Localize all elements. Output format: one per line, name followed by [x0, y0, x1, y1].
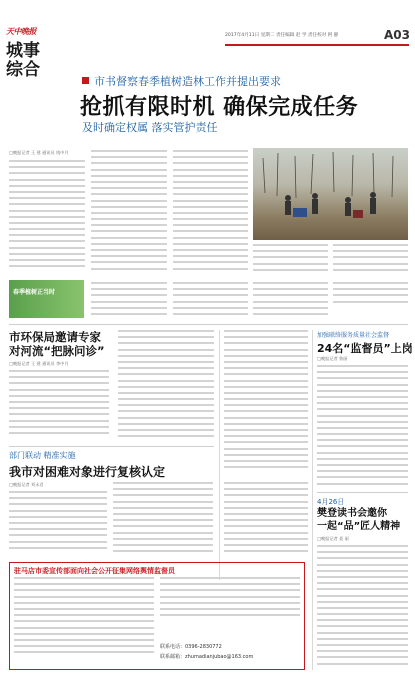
lead-body-col3 [173, 150, 248, 278]
lead-photo [253, 148, 408, 240]
story2-byline: □晚报记者 王 建 通讯员 李中月 [9, 361, 69, 366]
lead-body-col1 [9, 160, 85, 278]
slogan-photo [9, 280, 84, 318]
story3-top-rule [9, 446, 214, 447]
notice-email: 联系邮箱：zhumadianjubao@163.com [160, 654, 254, 660]
lead-body-col5 [333, 244, 408, 278]
right-date-tag: 4月26日 [317, 498, 345, 506]
story3-body-col2 [113, 482, 213, 557]
lead-kicker-icon [82, 77, 89, 84]
right-story2-headline: 樊登读书会邀你 一起“品”匠人精神 [317, 508, 401, 532]
lead-body-col2b [91, 282, 167, 318]
page-code: A03 [384, 28, 410, 42]
lead-headline: 抢抓有限时机 确保完成任务 [80, 95, 359, 120]
lead-body-col2 [91, 150, 167, 278]
right-story2-body [317, 545, 408, 669]
masthead-rule [225, 44, 409, 46]
story3-body-col3 [224, 482, 308, 557]
lead-body-col4 [253, 244, 328, 278]
notice-box [9, 562, 305, 670]
lead-photo-scene [253, 148, 408, 240]
section-divider [9, 324, 408, 325]
right-pre-col [224, 330, 308, 478]
lead-body-col5b [333, 282, 408, 318]
right-story2-byline: □晚报记者 聂 丽 [317, 536, 349, 541]
paper-logo [6, 26, 40, 40]
column-rule-right [312, 330, 313, 670]
story3-byline: □晚报记者 刘永君 [9, 482, 44, 487]
lead-body-col3b [173, 282, 248, 318]
right-story1-body [317, 365, 408, 489]
section-label-line1: 城事 [6, 41, 40, 61]
lead-body-col4b [253, 282, 328, 318]
story3-kicker: 部门联动 精准实施 [9, 451, 76, 460]
slogan-photo-caption: 春季植树正当时 [13, 289, 56, 296]
story2-body-col2 [118, 330, 214, 442]
right-story1-byline: □晚报记者 鲁丽 [317, 356, 348, 361]
right-story1-kicker: 加强联络服务质量社会监督 [317, 332, 390, 339]
paper-name: 天中晚报 [6, 27, 36, 36]
story3-headline: 我市对困难对象进行复核认定 [9, 465, 166, 479]
story2-body-col1 [9, 370, 109, 440]
section-label-line2: 综合 [6, 60, 40, 80]
story3-body-col1 [9, 491, 107, 557]
right-story1-headline: 24名“监督员”上岗 [317, 342, 413, 355]
date-line: 2017年4月11日 星期二 责任编辑 赵 学 责任校对 阿 静 [225, 33, 339, 38]
notice-body-right [160, 577, 300, 637]
section-label [6, 42, 40, 80]
notice-title: 驻马店市委宣传部面向社会公开征集网络舆情监督员 [14, 567, 175, 575]
story2-headline: 市环保局邀请专家 对河流“把脉问诊” [9, 330, 105, 358]
lead-kicker: 市书督察春季植树造林工作并提出要求 [94, 75, 281, 88]
notice-body-left [14, 577, 154, 667]
notice-phone: 联系电话：0396-2830772 [160, 644, 222, 650]
lead-byline: □晚报记者 王 建 通讯员 钱中月 [9, 150, 69, 155]
lead-subhead: 及时确定权属 落实管护责任 [82, 121, 218, 134]
right-divider [317, 492, 408, 493]
column-rule-mid [219, 330, 220, 580]
